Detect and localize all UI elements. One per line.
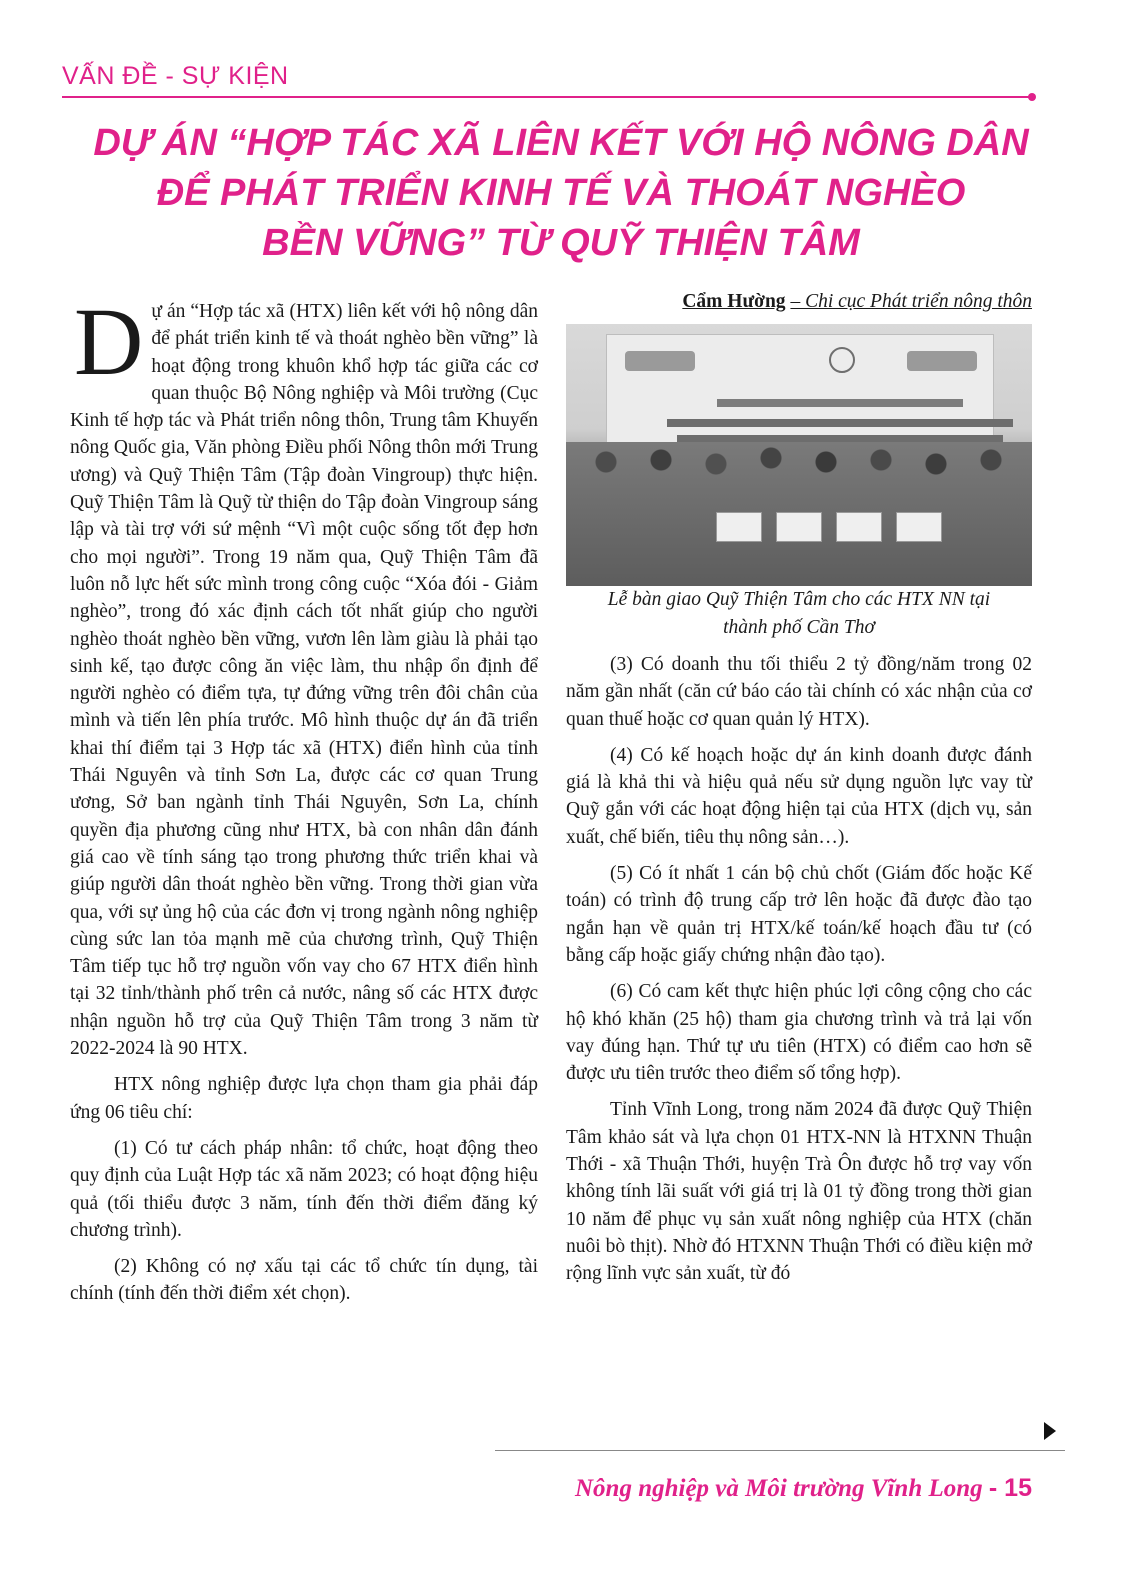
- author-organization: – Chi cục Phát triển nông thôn: [790, 291, 1032, 312]
- banner-text-line: [717, 399, 963, 407]
- criterion-4: (4) Có kế hoạch hoặc dự án kinh doanh được đánh giá là khả thi và hiệu quả nếu sử dụng nguồn lực vay từ Quỹ gắn với các hoạt động hiện tại của HTX (dịch vụ, sản xuất, chế biến, tiêu thụ nông sản…).: [566, 744, 1032, 848]
- donation-board: [776, 512, 822, 542]
- heart-logo-icon: [829, 347, 855, 373]
- intro-text: ự án “Hợp tác xã (HTX) liên kết với hộ nông dân để phát triển kinh tế và thoát nghèo bền vững” là hoạt động trong khuôn khổ hợp tác giữa các cơ quan thuộc Bộ Nông nghiệp và Môi trường (Cục Kinh tế hợp tác và Phát triển nông thôn, Trung tâm Khuyến nông Quốc gia, Văn phòng Điều phối Nông thôn mới Trung ương) và Quỹ Thiện Tâm (Tập đoàn Vingroup) thực hiện. Quỹ Thiện Tâm là Quỹ từ thiện do Tập đoàn Vingroup sáng lập và tài trợ với sứ mệnh “Vì một cuộc sống tốt đẹp hơn cho mọi người”. Trong 19 năm qua, Quỹ Thiện Tâm đã luôn nỗ lực hết sức mình trong công cuộc “Xóa đói - Giảm nghèo”, trong đó xác định cách tốt nhất giúp cho người nghèo thoát nghèo bền vững, vươn lên làm giàu là phải tạo sinh kế, tạo được công ăn việc làm, thu nhập ổn định để người nghèo có điểm tựa, tự đứng vững trên đôi chân của mình và tiến lên phía trước. Mô hình thuộc dự án đã triển khai thí điểm tại 3 Hợp tác xã (HTX) điển hình của tỉnh Thái Nguyên và tỉnh Sơn La, được các cơ quan Trung ương, Sở ban ngành tỉnh Thái Nguyên, Sơn La, chính quyền địa phương cũng như HTX, bà con nhân dân đánh giá cao về tính sáng tạo trong phương thức triển khai và giúp người dân thoát nghèo bền vững. Trong thời gian vừa qua, với sự ủng hộ của các đơn vị trong ngành nông nghiệp cùng sức lan tỏa mạnh mẽ của chương trình, Quỹ Thiện Tâm tiếp tục hỗ trợ nguồn vốn vay cho 67 HTX điển hình tại 32 tỉnh/thành phố trên cả nước, nâng số các HTX được nhận nguồn hỗ trợ của Quỹ Thiện Tâm trong 3 năm từ 2022-2024 là 90 HTX.: [70, 301, 538, 1060]
- criterion-2: (2) Không có nợ xấu tại các tổ chức tín dụng, tài chính (tính đến thời điểm xét chọn).: [70, 1256, 538, 1305]
- logo-left: [625, 351, 695, 371]
- criterion-6: (6) Có cam kết thực hiện phúc lợi công cộng cho các hộ khó khăn (25 hộ) tham gia chương trình và trả lại vốn vay đúng hạn. Thứ tự ưu tiên (HTX) có điểm cao hơn sẽ được ưu tiên trước theo điểm số tổng hợp).: [566, 981, 1032, 1085]
- logo-right: [907, 351, 977, 371]
- page-number: - 15: [988, 1474, 1032, 1502]
- criteria-intro: HTX nông nghiệp được lựa chọn tham gia phải đáp ứng 06 tiêu chí:: [70, 1074, 538, 1123]
- drop-cap: D: [74, 288, 144, 395]
- intro-paragraph: [70, 288, 538, 1062]
- title-line-3: BỀN VỮNG” TỪ QUỸ THIỆN TÂM: [262, 222, 860, 264]
- footer-divider: [495, 1450, 1065, 1451]
- criterion-5: (5) Có ít nhất 1 cán bộ chủ chốt (Giám đốc hoặc Kế toán) có trình độ trung cấp trở lên hoặc đã được đào tạo ngắn hạn về quản trị HTX/kế toán/kế hoạch đầu tư (có bằng cấp hoặc giấy chứng nhận đào tạo).: [566, 863, 1032, 966]
- vinh-long-paragraph: Tỉnh Vĩnh Long, trong năm 2024 đã được Quỹ Thiện Tâm khảo sát và lựa chọn 01 HTX-NN là HTXNN Thuận Thới - xã Thuận Thới, huyện Trà Ôn được hỗ trợ vay vốn không tính lãi suất với giá trị là 01 tỷ đồng trong thời gian 10 năm để phục vụ sản xuất nông nghiệp của HTX (chăn nuôi bò thịt). Nhờ đó HTXNN Thuận Thới có điều kiện mở rộng lĩnh vực sản xuất, từ đó: [566, 1099, 1032, 1285]
- ceremony-photo: [566, 324, 1032, 586]
- magazine-name: Nông nghiệp và Môi trường Vĩnh Long: [575, 1475, 983, 1502]
- article-title: [62, 118, 1060, 268]
- section-label: VẤN ĐỀ - SỰ KIỆN: [62, 62, 289, 90]
- photo-caption: [566, 586, 1032, 642]
- criterion-3: (3) Có doanh thu tối thiểu 2 tỷ đồng/năm trong 02 năm gần nhất (căn cứ báo cáo tài chính có xác nhận của cơ quan thuế hoặc cơ quan quản lý HTX).: [566, 654, 1032, 730]
- donation-board: [836, 512, 882, 542]
- title-line-1: DỰ ÁN “HỢP TÁC XÃ LIÊN KẾT VỚI HỘ NÔNG DÂN: [93, 122, 1029, 164]
- caption-line-1: Lễ bàn giao Quỹ Thiện Tâm cho các HTX NN tại: [607, 589, 991, 610]
- banner-text-line: [667, 419, 1013, 427]
- left-column: [70, 288, 538, 1317]
- author-name: Cẩm Hường: [682, 291, 786, 312]
- page-footer: [575, 1474, 1032, 1503]
- continue-arrow-icon: [1044, 1422, 1056, 1440]
- section-divider: [62, 96, 1032, 98]
- title-line-2: ĐỂ PHÁT TRIỂN KINH TẾ VÀ THOÁT NGHÈO: [156, 172, 966, 214]
- byline: [566, 290, 1032, 314]
- caption-line-2: thành phố Cần Thơ: [723, 617, 875, 638]
- donation-board: [716, 512, 762, 542]
- criterion-1: (1) Có tư cách pháp nhân: tổ chức, hoạt động theo quy định của Luật Hợp tác xã năm 2023; có hoạt động hiệu quả (tối thiểu được 3 năm, tính đến thời điểm đăng ký chương trình).: [70, 1137, 538, 1241]
- donation-board: [896, 512, 942, 542]
- right-column: [566, 291, 1032, 1297]
